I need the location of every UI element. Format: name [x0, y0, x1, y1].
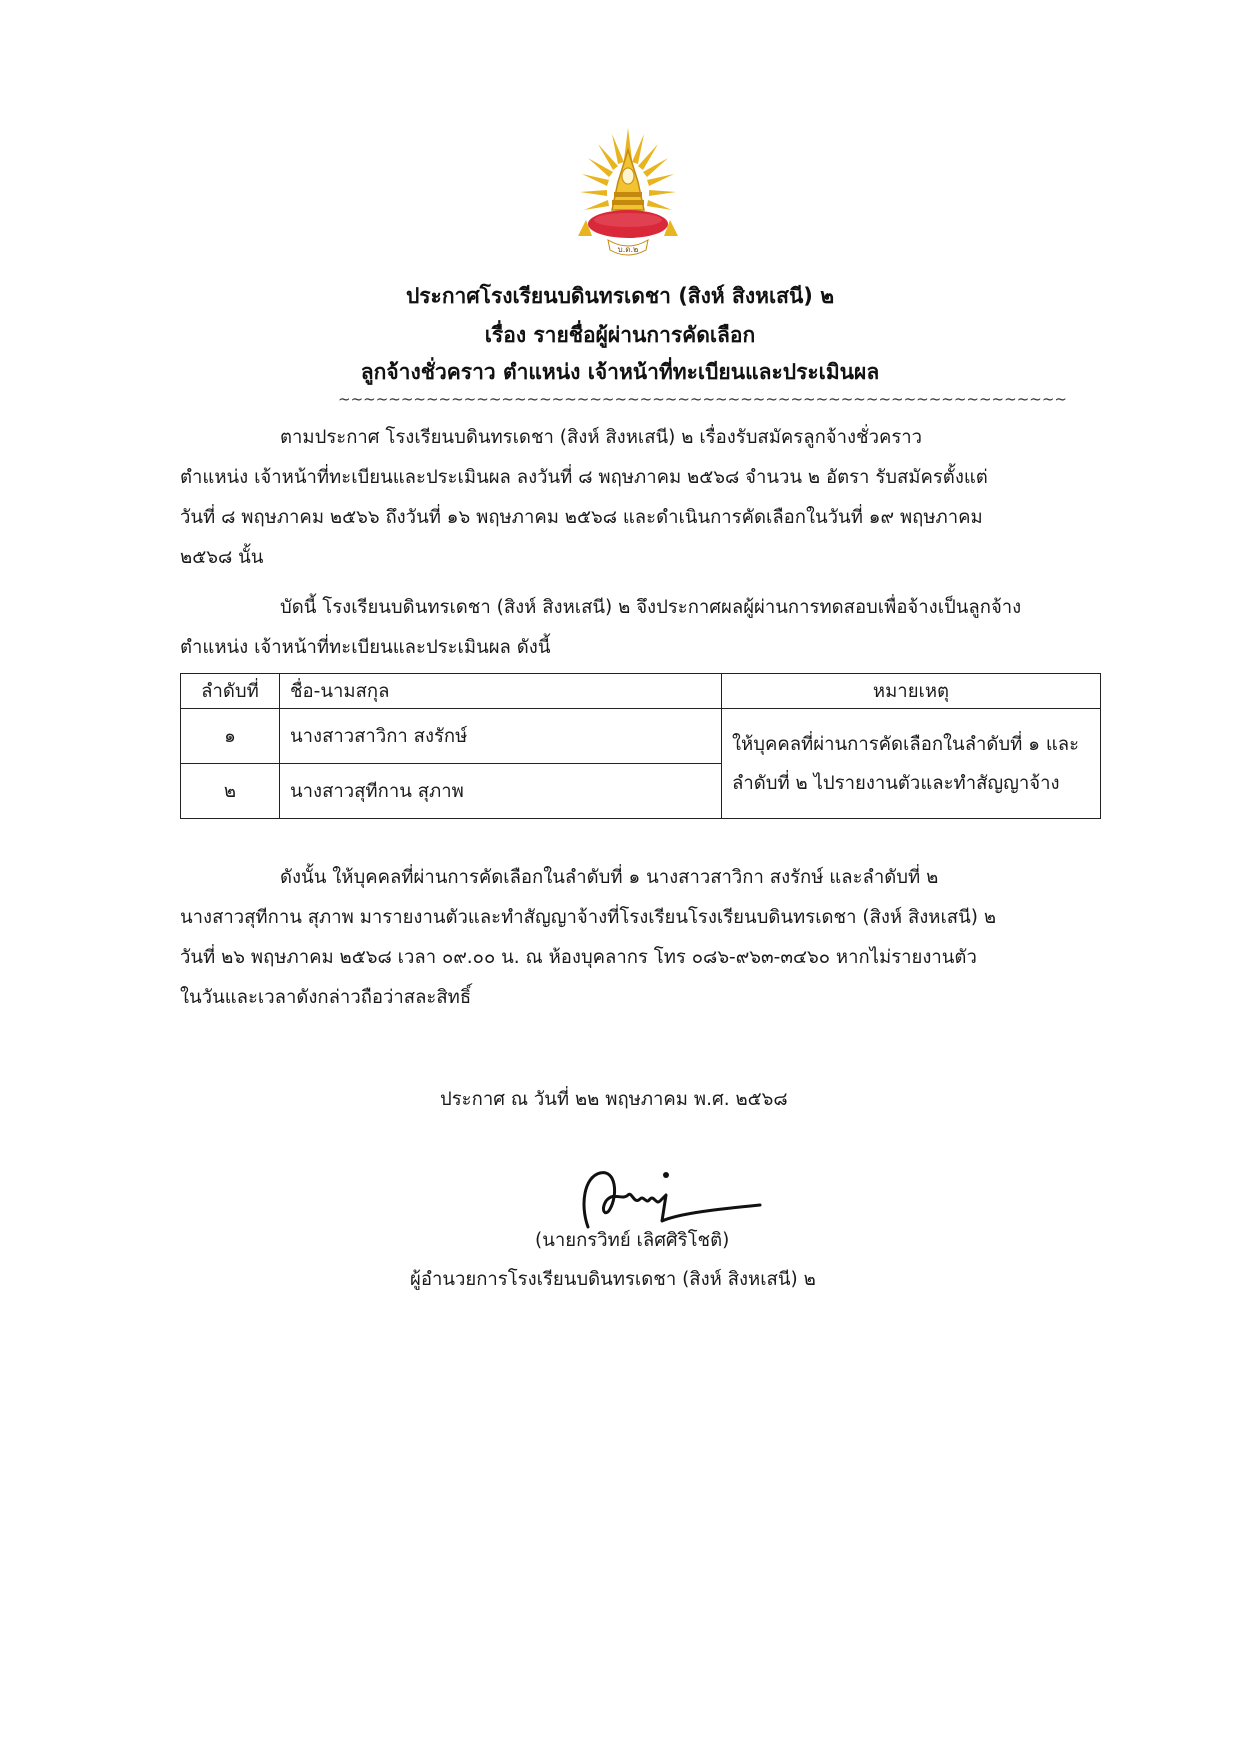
row-number: ๑ — [181, 709, 280, 764]
paragraph-instructions — [180, 858, 1100, 1018]
school-crest-icon — [572, 120, 684, 264]
document-title: ประกาศโรงเรียนบดินทรเดชา (สิงห์ สิงหเสนี) ๒ — [405, 284, 835, 308]
paragraph-line: วันที่ ๒๖ พฤษภาคม ๒๕๖๘ เวลา ๐๙.๐๐ น. ณ ห้องบุคลากร โทร ๐๘๖-๙๖๓-๓๔๖๐ หากไม่รายงานตัว — [180, 947, 977, 968]
row-name: นางสาวสาวิกา สงรักษ์ — [280, 709, 722, 764]
paragraph-line: วันที่ ๘ พฤษภาคม ๒๕๖๖ ถึงวันที่ ๑๖ พฤษภาคม ๒๕๖๘ และดำเนินการคัดเลือกในวันที่ ๑๙ พฤษภาคม — [180, 507, 983, 528]
document-subject: เรื่อง รายชื่อผู้ผ่านการคัดเลือก — [484, 323, 756, 347]
column-header-no: ลำดับที่ — [181, 674, 280, 709]
table-row — [181, 709, 1101, 764]
paragraph-line: ตำแหน่ง เจ้าหน้าที่ทะเบียนและประเมินผล ดังนี้ — [180, 637, 551, 658]
paragraph-line: ตำแหน่ง เจ้าหน้าที่ทะเบียนและประเมินผล ลงวันที่ ๘ พฤษภาคม ๒๕๖๘ จำนวน ๒ อัตรา รับสมัครตั้งแต่ — [180, 467, 988, 488]
paragraph-announcement — [180, 588, 1100, 668]
paragraph-line: ดังนั้น ให้บุคคลที่ผ่านการคัดเลือกในลำดับที่ ๑ นางสาวสาวิกา สงรักษ์ และลำดับที่ ๒ — [280, 867, 939, 888]
signer-position: ผู้อำนวยการโรงเรียนบดินทรเดชา (สิงห์ สิงหเสนี) ๒ — [410, 1269, 816, 1290]
column-header-name: ชื่อ-นามสกุล — [280, 674, 722, 709]
row-number: ๒ — [181, 764, 280, 819]
emblem-label: บ.ด.๒ — [617, 245, 639, 254]
heading-divider: ~~~~~~~~~~~~~~~~~~~~~~~~~~~~~~~~~~~~~~~~~~~~~~~~~~~~~~~~~~ — [338, 390, 1067, 408]
signer-name: (นายกรวิทย์ เลิศศิริโชติ) — [535, 1230, 730, 1251]
announcement-date: ประกาศ ณ วันที่ ๒๒ พฤษภาคม พ.ศ. ๒๕๖๘ — [440, 1089, 788, 1110]
table-header-row — [181, 674, 1101, 709]
paragraph-line: ในวันและเวลาดังกล่าวถือว่าสละสิทธิ์ — [180, 987, 472, 1008]
paragraph-line: ๒๕๖๘ นั้น — [180, 547, 264, 568]
row-name: นางสาวสุทีกาน สุภาพ — [280, 764, 722, 819]
paragraph-line: ตามประกาศ โรงเรียนบดินทรเดชา (สิงห์ สิงหเสนี) ๒ เรื่องรับสมัครลูกจ้างชั่วคราว — [280, 427, 923, 448]
results-table — [180, 673, 1101, 819]
document-position: ลูกจ้างชั่วคราว ตำแหน่ง เจ้าหน้าที่ทะเบียนและประเมินผล — [360, 360, 880, 384]
signature — [570, 1165, 770, 1235]
paragraph-line: นางสาวสุทีกาน สุภาพ มารายงานตัวและทำสัญญาจ้างที่โรงเรียนโรงเรียนบดินทรเดชา (สิงห์ สิงหเสนี) ๒ — [180, 907, 997, 928]
paragraph-reference — [180, 418, 1100, 578]
paragraph-line: บัดนี้ โรงเรียนบดินทรเดชา (สิงห์ สิงหเสนี) ๒ จึงประกาศผลผู้ผ่านการทดสอบเพื่อจ้างเป็นลูกจ้าง — [280, 597, 1022, 618]
column-header-note: หมายเหตุ — [722, 674, 1101, 709]
row-note: ให้บุคคลที่ผ่านการคัดเลือกในลำดับที่ ๑ และลำดับที่ ๒ ไปรายงานตัวและทำสัญญาจ้าง — [722, 709, 1101, 819]
